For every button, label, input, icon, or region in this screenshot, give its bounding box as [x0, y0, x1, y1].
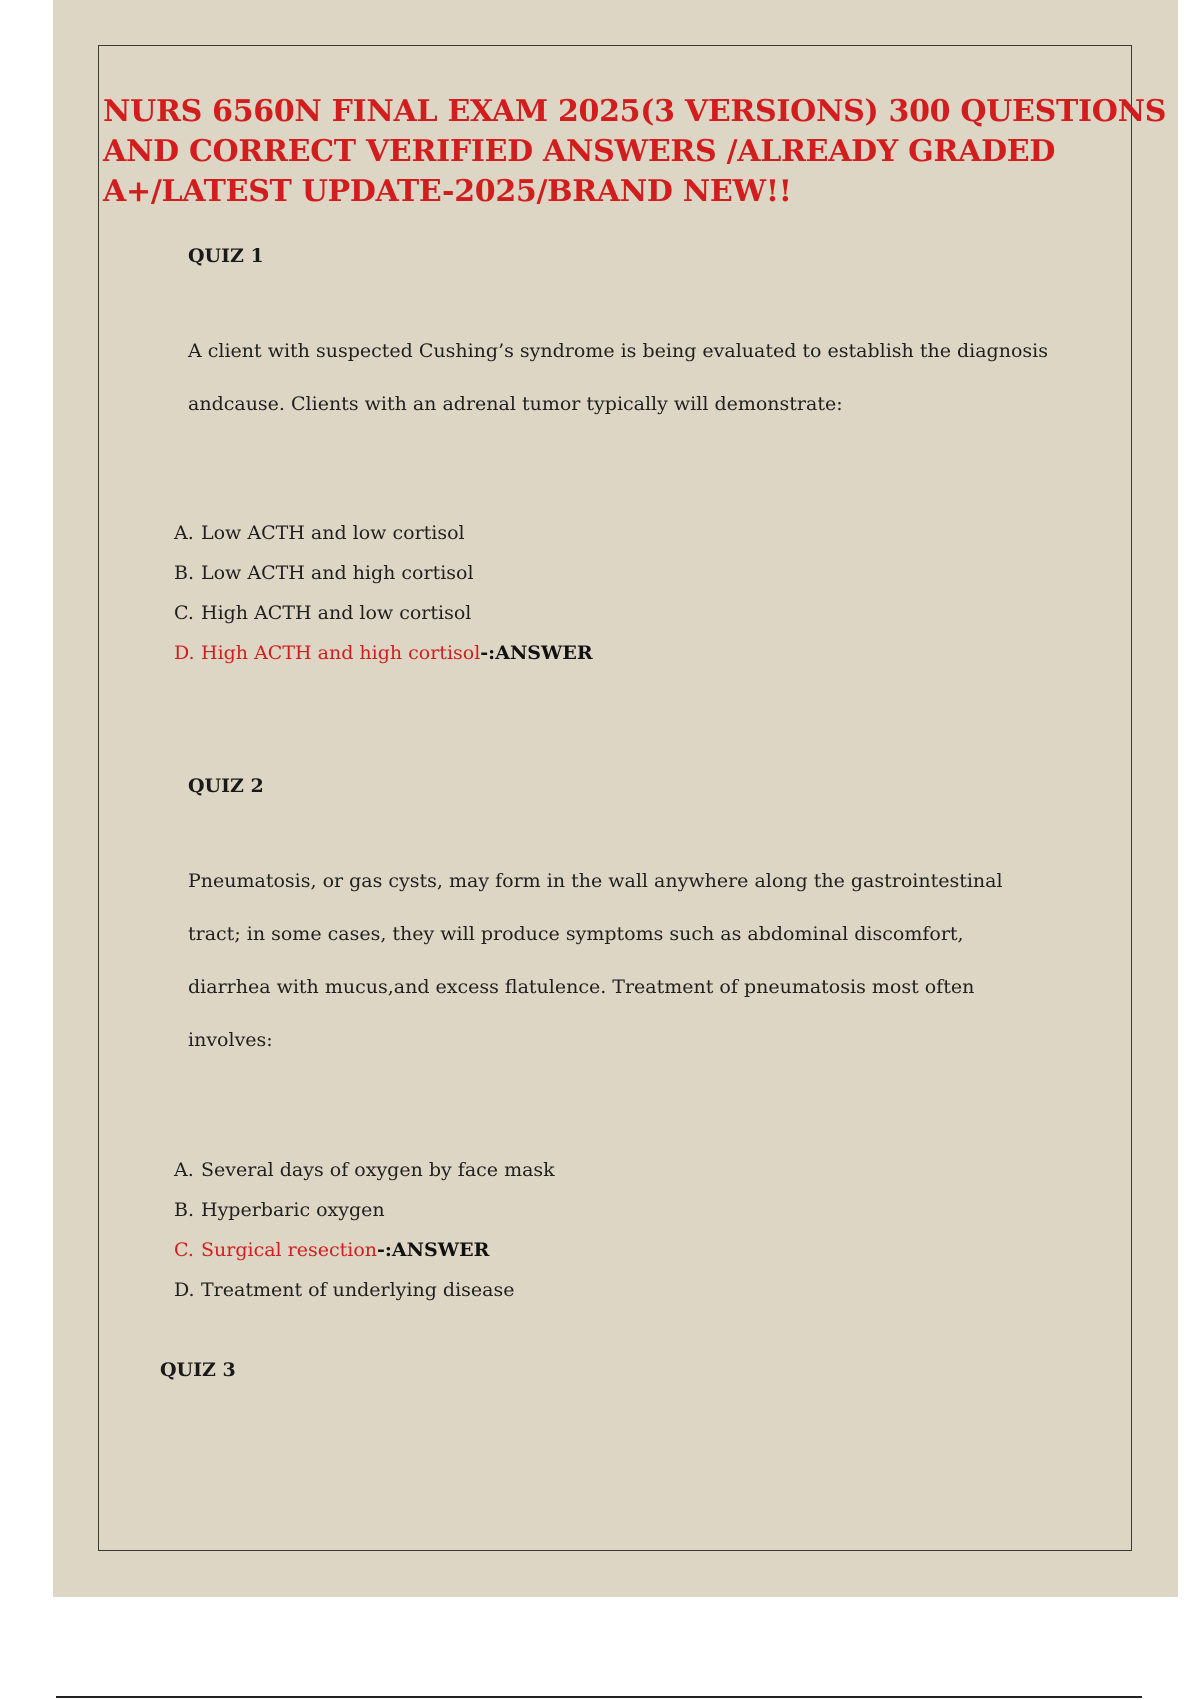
option-text: Hyperbaric oxygen: [201, 1199, 385, 1221]
question-line: diarrhea with mucus,and excess flatulence. Treatment of pneumatosis most often: [188, 976, 975, 998]
option-letter: D.: [174, 1279, 195, 1301]
question-line: tract; in some cases, they will produce symptoms such as abdominal discomfort,: [188, 923, 964, 945]
option-text: High ACTH and high cortisol: [201, 642, 481, 664]
question-line: A client with suspected Cushing’s syndrome is being evaluated to establish the diagnosis: [188, 340, 1048, 362]
option-letter: A.: [174, 1159, 194, 1181]
option-text: Low ACTH and high cortisol: [201, 562, 474, 584]
quiz-1-options: [174, 513, 593, 673]
option-letter: A.: [174, 522, 194, 544]
option-c: [174, 593, 593, 633]
bottom-divider-line: [56, 1696, 1142, 1698]
option-letter: B.: [174, 1199, 195, 1221]
option-c-correct: [174, 1230, 555, 1270]
option-letter: B.: [174, 562, 195, 584]
document-title: [103, 92, 1167, 212]
option-text: Surgical resection: [201, 1239, 378, 1261]
document-page: [53, 0, 1178, 1597]
title-line: AND CORRECT VERIFIED ANSWERS /ALREADY GRADED: [103, 134, 1056, 169]
quiz-1-label: QUIZ 1: [188, 245, 264, 267]
option-text: Low ACTH and low cortisol: [201, 522, 465, 544]
question-line: andcause. Clients with an adrenal tumor typically will demonstrate:: [188, 393, 843, 415]
option-b: [174, 1190, 555, 1230]
title-line: A+/LATEST UPDATE-2025/BRAND NEW!!: [103, 174, 792, 209]
question-line: involves:: [188, 1029, 273, 1051]
option-a: [174, 1150, 555, 1190]
quiz-2-question: [188, 855, 1003, 1067]
option-a: [174, 513, 593, 553]
option-b: [174, 553, 593, 593]
option-text: High ACTH and low cortisol: [201, 602, 472, 624]
quiz-1-question: [188, 325, 1048, 431]
answer-tag: -:ANSWER: [480, 642, 593, 664]
option-d: [174, 1270, 555, 1310]
option-text: Treatment of underlying disease: [201, 1279, 515, 1301]
option-text: Several days of oxygen by face mask: [201, 1159, 555, 1181]
option-letter: C.: [174, 1239, 194, 1261]
quiz-3-label: QUIZ 3: [160, 1359, 236, 1381]
answer-tag: -:ANSWER: [377, 1239, 490, 1261]
question-line: Pneumatosis, or gas cysts, may form in the wall anywhere along the gastrointestinal: [188, 870, 1003, 892]
page-border-frame: [98, 45, 1167, 1551]
quiz-2-options: [174, 1150, 555, 1310]
title-line: NURS 6560N FINAL EXAM 2025(3 VERSIONS) 300 QUESTIONS: [103, 94, 1167, 129]
option-d-correct: [174, 633, 593, 673]
quiz-2-label: QUIZ 2: [188, 775, 264, 797]
option-letter: D.: [174, 642, 195, 664]
option-letter: C.: [174, 602, 194, 624]
